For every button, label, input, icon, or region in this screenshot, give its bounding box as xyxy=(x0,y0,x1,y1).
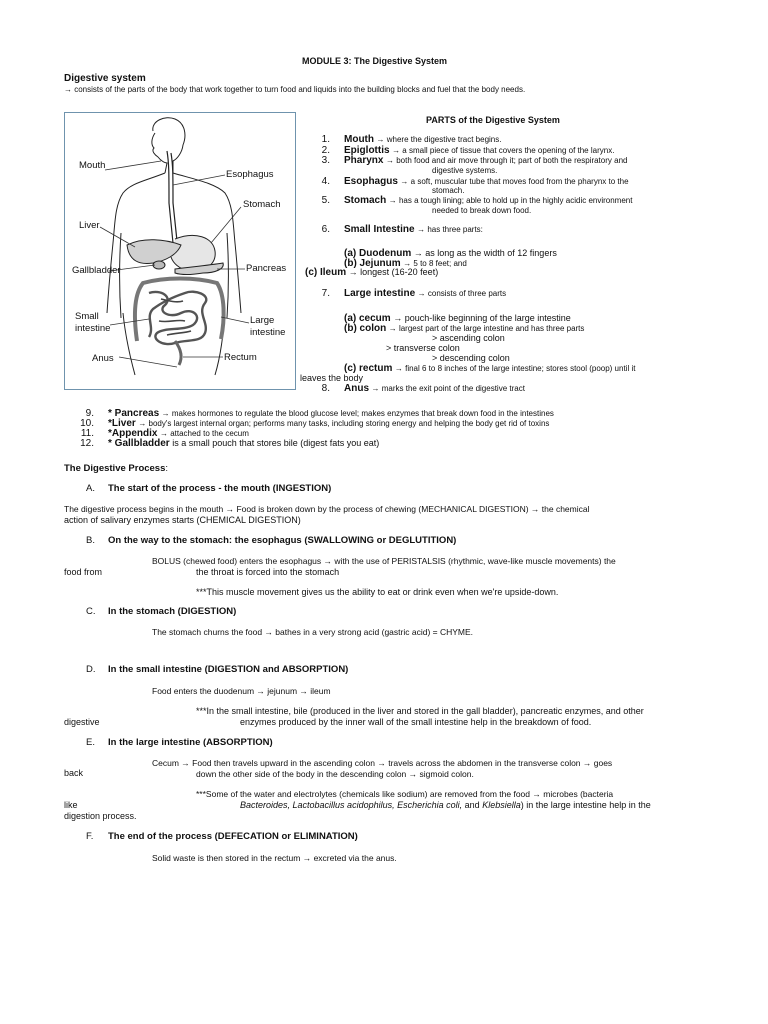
paragraph-line: like xyxy=(64,800,78,810)
term: Esophagus xyxy=(344,176,398,187)
definition-continued: digestive systems. xyxy=(432,166,498,175)
term: Epiglottis xyxy=(344,145,390,156)
section-title-small-intestine: In the small intestine (DIGESTION and ABSORPTION) xyxy=(108,664,349,675)
label-large-intestine-2: intestine xyxy=(250,327,286,338)
label-stomach: Stomach xyxy=(243,199,281,210)
intro-heading: Digestive system xyxy=(64,73,146,84)
paragraph-line: back xyxy=(64,768,84,778)
label-small-intestine-2: intestine xyxy=(75,323,111,334)
definition: → as long as the width of 12 fingers xyxy=(413,248,557,258)
paragraph-line: The stomach churns the food → bathes in a very strong acid (gastric acid) = CHYME. xyxy=(152,627,474,637)
paragraph-line: ***This muscle movement gives us the ability to eat or drink even when we're upside-down. xyxy=(196,587,559,597)
definition: → where the digestive tract begins. xyxy=(376,135,502,144)
item-number: 4. xyxy=(321,176,330,187)
paragraph-line: food from xyxy=(64,567,103,577)
definition: → a soft, muscular tube that moves food from the pharynx to the xyxy=(400,177,629,186)
label-liver: Liver xyxy=(79,220,100,231)
bacteria-name-klebsiella: Klebsiella xyxy=(482,800,521,810)
label-rectum: Rectum xyxy=(224,352,257,363)
definition: → has a tough lining; able to hold up in the highly acidic environment xyxy=(388,196,633,205)
definition: → a small piece of tissue that covers the opening of the larynx. xyxy=(392,146,615,155)
item-number: 10. xyxy=(80,418,94,429)
digestive-system-diagram xyxy=(64,112,296,390)
colon-part-descending: > descending colon xyxy=(432,353,510,363)
process-heading-text: The Digestive Process xyxy=(64,463,166,474)
definition: → final 6 to 8 inches of the large intestine; stores stool (poop) until it xyxy=(394,364,636,373)
term: Stomach xyxy=(344,195,387,206)
label-large-intestine-1: Large xyxy=(250,315,275,326)
label-small-intestine-1: Small xyxy=(75,311,99,322)
definition: → largest part of the large intestine and has three parts xyxy=(388,324,585,333)
definition: is a small pouch that stores bile (digest fats you eat) xyxy=(172,438,380,448)
definition: → makes hormones to regulate the blood glucose level; makes enzymes that break down food in the intestines xyxy=(161,409,554,418)
intro-text: → consists of the parts of the body that work together to turn food and liquids into the building blocks and fuel that the body needs. xyxy=(64,85,526,94)
definition: → both food and air move through it; part of both the respiratory and xyxy=(385,156,628,165)
section-letter: B. xyxy=(86,535,95,546)
page-title: MODULE 3: The Digestive System xyxy=(302,56,448,66)
paragraph-line-microbes xyxy=(240,800,651,810)
sub-item-ileum xyxy=(305,267,438,278)
digestive-system-illustration xyxy=(65,113,297,391)
paragraph-line: action of salivary enzymes starts (CHEMICAL DIGESTION) xyxy=(64,515,301,525)
item-number: 2. xyxy=(321,145,330,156)
item-number: 6. xyxy=(321,224,330,235)
process-heading xyxy=(64,463,168,474)
item-number: 12. xyxy=(80,438,94,449)
paragraph-line: digestion process. xyxy=(64,811,137,821)
paragraph-line: BOLUS (chewed food) enters the esophagus → with the use of PERISTALSIS (rhythmic, wave-like muscle movements) the xyxy=(152,556,616,566)
definition: → consists of three parts xyxy=(417,289,507,298)
list-item-pharynx xyxy=(344,155,627,166)
item-number: 9. xyxy=(85,408,94,419)
bacteria-names: Bacteroides, Lactobacillus acidophilus, Escherichia coli, xyxy=(240,800,463,810)
definition: → attached to the cecum xyxy=(159,429,249,438)
term: (c) Ileum xyxy=(305,267,347,278)
item-number: 1. xyxy=(321,134,330,145)
paragraph-line: digestive xyxy=(64,717,100,727)
item-number: 11. xyxy=(80,428,94,439)
section-title-swallowing: On the way to the stomach: the esophagus (SWALLOWING or DEGLUTITION) xyxy=(108,535,457,546)
definition-continued: stomach. xyxy=(432,186,465,195)
definition: → longest (16-20 feet) xyxy=(348,267,439,277)
label-pancreas: Pancreas xyxy=(246,263,287,274)
paragraph-line: Solid waste is then stored in the rectum → excreted via the anus. xyxy=(152,853,397,863)
term: Anus xyxy=(344,383,369,394)
definition: → 5 to 8 feet; and xyxy=(403,259,467,268)
label-gallbladder: Gallbladder xyxy=(72,265,121,276)
term: *Liver xyxy=(108,418,136,429)
section-title-large-intestine: In the large intestine (ABSORPTION) xyxy=(108,737,273,748)
section-letter: E. xyxy=(86,737,95,748)
paragraph-line: Food enters the duodenum → jejunum → ileum xyxy=(152,686,331,696)
term: (a) Duodenum xyxy=(344,248,412,259)
list-item-small-intestine xyxy=(344,224,483,235)
section-letter: C. xyxy=(86,606,96,617)
term: Small Intestine xyxy=(344,224,415,235)
definition: → marks the exit point of the digestive tract xyxy=(371,384,525,393)
conjunction: and xyxy=(464,800,480,810)
continuation: ) in the large intestine help in the xyxy=(520,800,651,810)
list-item-gallbladder xyxy=(108,438,379,449)
label-esophagus: Esophagus xyxy=(226,169,274,180)
colon-part-transverse: > transverse colon xyxy=(386,343,460,353)
label-mouth: Mouth xyxy=(79,160,106,171)
section-letter: D. xyxy=(86,664,96,675)
definition-continued: needed to break down food. xyxy=(432,206,532,215)
sub-item-rectum xyxy=(344,363,635,374)
item-number: 7. xyxy=(321,288,330,299)
term: (c) rectum xyxy=(344,363,393,374)
term: (b) Jejunum xyxy=(344,258,401,269)
paragraph-line: enzymes produced by the inner wall of the small intestine help in the breakdown of food. xyxy=(240,717,592,727)
item-number: 3. xyxy=(321,155,330,166)
term: Pharynx xyxy=(344,155,384,166)
section-title-ingestion: The start of the process - the mouth (INGESTION) xyxy=(108,483,332,494)
section-letter: F. xyxy=(86,831,94,842)
section-title-elimination: The end of the process (DEFECATION or ELIMINATION) xyxy=(108,831,358,842)
label-anus: Anus xyxy=(92,353,114,364)
definition: → pouch-like beginning of the large intestine xyxy=(393,313,571,323)
term: Large intestine xyxy=(344,288,416,299)
paragraph-line: ***In the small intestine, bile (produced in the liver and stored in the gall bladder), pancreatic enzymes, and other xyxy=(196,706,644,716)
section-letter: A. xyxy=(86,483,95,494)
process-heading-suffix: : xyxy=(165,463,169,474)
definition: → has three parts: xyxy=(417,225,483,234)
term: (a) cecum xyxy=(344,313,391,324)
paragraph-line: ***Some of the water and electrolytes (chemicals like sodium) are removed from the food → microbes (bacteria xyxy=(196,789,614,799)
list-item-stomach xyxy=(344,195,632,206)
paragraph-line: the throat is forced into the stomach xyxy=(196,567,340,577)
definition-continued: leaves the body xyxy=(300,373,364,383)
item-number: 8. xyxy=(321,383,330,394)
term: *Appendix xyxy=(108,428,158,439)
list-item-esophagus xyxy=(344,176,629,187)
paragraph-line: The digestive process begins in the mouth → Food is broken down by the process of chewing (MECHANICAL DIGESTION) → the chemical xyxy=(64,504,590,514)
item-number: 5. xyxy=(321,195,330,206)
term: (b) colon xyxy=(344,323,387,334)
term: * Gallbladder xyxy=(108,438,170,449)
list-item-anus xyxy=(344,383,525,394)
term: Mouth xyxy=(344,134,374,145)
paragraph-line: Cecum → Food then travels upward in the ascending colon → travels across the abdomen in the transverse colon → goes xyxy=(152,758,613,768)
parts-heading: PARTS of the Digestive System xyxy=(426,115,560,125)
term: * Pancreas xyxy=(108,408,160,419)
list-item-large-intestine xyxy=(344,288,506,299)
colon-part-ascending: > ascending colon xyxy=(432,333,505,343)
paragraph-line: down the other side of the body in the descending colon → sigmoid colon. xyxy=(196,769,474,779)
list-item-mouth xyxy=(344,134,501,145)
section-title-digestion: In the stomach (DIGESTION) xyxy=(108,606,237,617)
definition: → body's largest internal organ; performs many tasks, including storing energy and helping the body get rid of toxins xyxy=(138,419,550,428)
